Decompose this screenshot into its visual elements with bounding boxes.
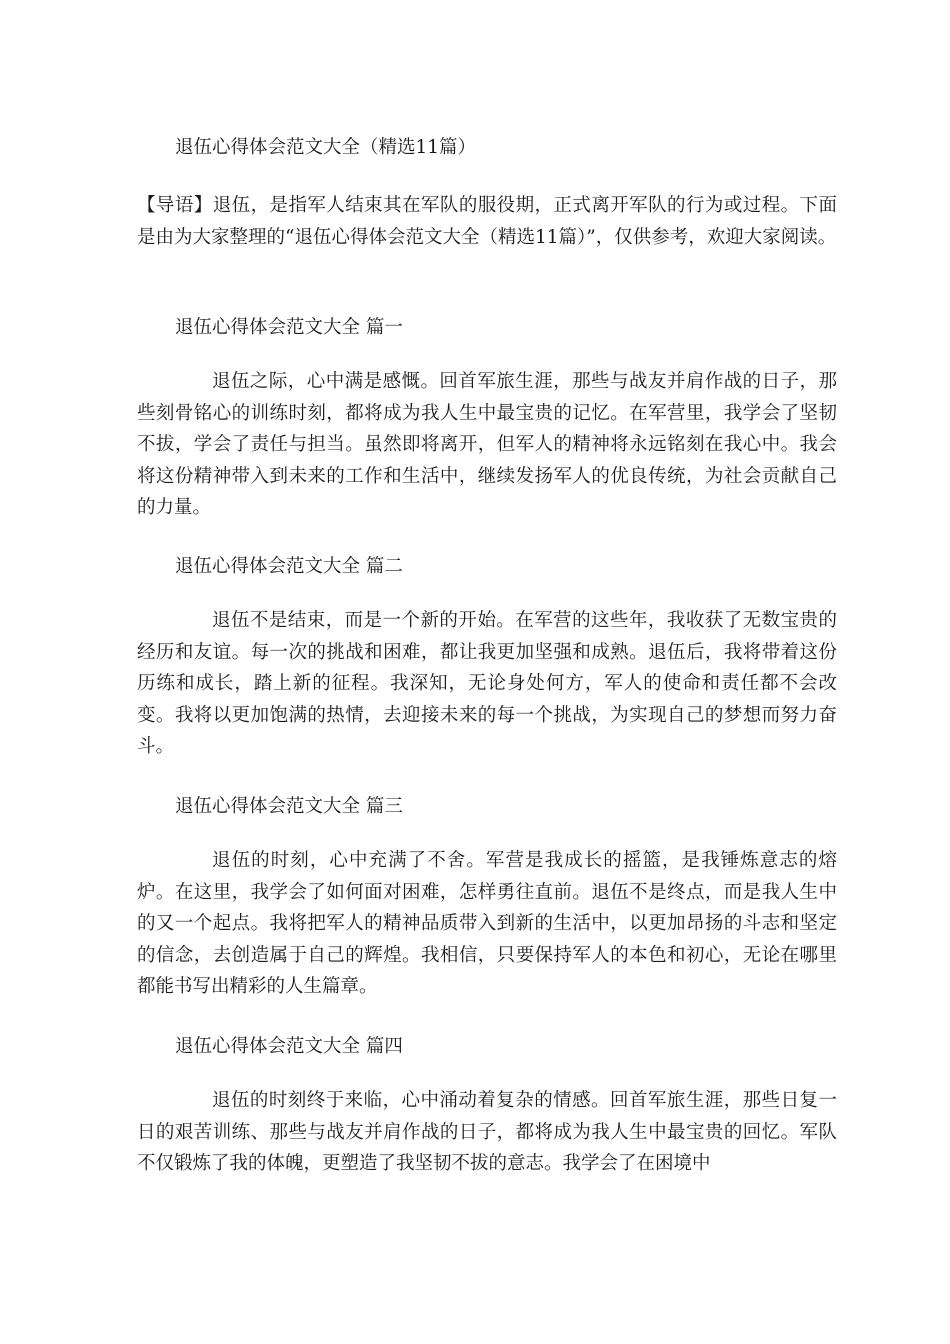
section-heading-2: 退伍心得体会范文大全 篇二: [175, 556, 403, 577]
section-body-3: 退伍的时刻，心中充满了不舍。军营是我成长的摇篮，是我锤炼意志的熔炉。在这里，我学会了如何面对困难，怎样勇往直前。退伍不是终点，而是我人生中的又一个起点。我将把军人的精神品质带入到新的生活中，以更加昂扬的斗志和坚定的信念，去创造属于自己的辉煌。我相信，只要保持军人的本色和初心，无论在哪里都能书写出精彩的人生篇章。: [137, 850, 837, 997]
intro-paragraph: 【导语】退伍，是指军人结束其在军队的服役期，正式离开军队的行为或过程。下面是由为大家整理的“退伍心得体会范文大全（精选11篇）”，仅供参考，欢迎大家阅读。: [137, 195, 837, 248]
section-heading-1: 退伍心得体会范文大全 篇一: [175, 317, 403, 338]
section-body-4: 退伍的时刻终于来临，心中涌动着复杂的情感。回首军旅生涯，那些日复一日的艰苦训练、那些与战友并肩作战的日子，都将成为我人生中最宝贵的回忆。军队不仅锻炼了我的体魄，更塑造了我坚韧不拔的意志。我学会了在困境中: [137, 1090, 837, 1174]
section-heading-4: 退伍心得体会范文大全 篇四: [175, 1036, 403, 1057]
section-body-2: 退伍不是结束，而是一个新的开始。在军营的这些年，我收获了无数宝贵的经历和友谊。每一次的挑战和困难，都让我更加坚强和成熟。退伍后，我将带着这份历练和成长，踏上新的征程。我深知，无论身处何方，军人的使命和责任都不会改变。我将以更加饱满的热情，去迎接未来的每一个挑战，为实现自己的梦想而努力奋斗。: [137, 610, 837, 757]
section-body-1: 退伍之际，心中满是感慨。回首军旅生涯，那些与战友并肩作战的日子，那些刻骨铭心的训练时刻，都将成为我人生中最宝贵的记忆。在军营里，我学会了坚韧不拔，学会了责任与担当。虽然即将离开，但军人的精神将永远铭刻在我心中。我会将这份精神带入到未来的工作和生活中，继续发扬军人的优良传统，为社会贡献自己的力量。: [137, 371, 837, 518]
document-title: 退伍心得体会范文大全（精选11篇）: [175, 137, 477, 158]
section-heading-3: 退伍心得体会范文大全 篇三: [175, 796, 403, 817]
